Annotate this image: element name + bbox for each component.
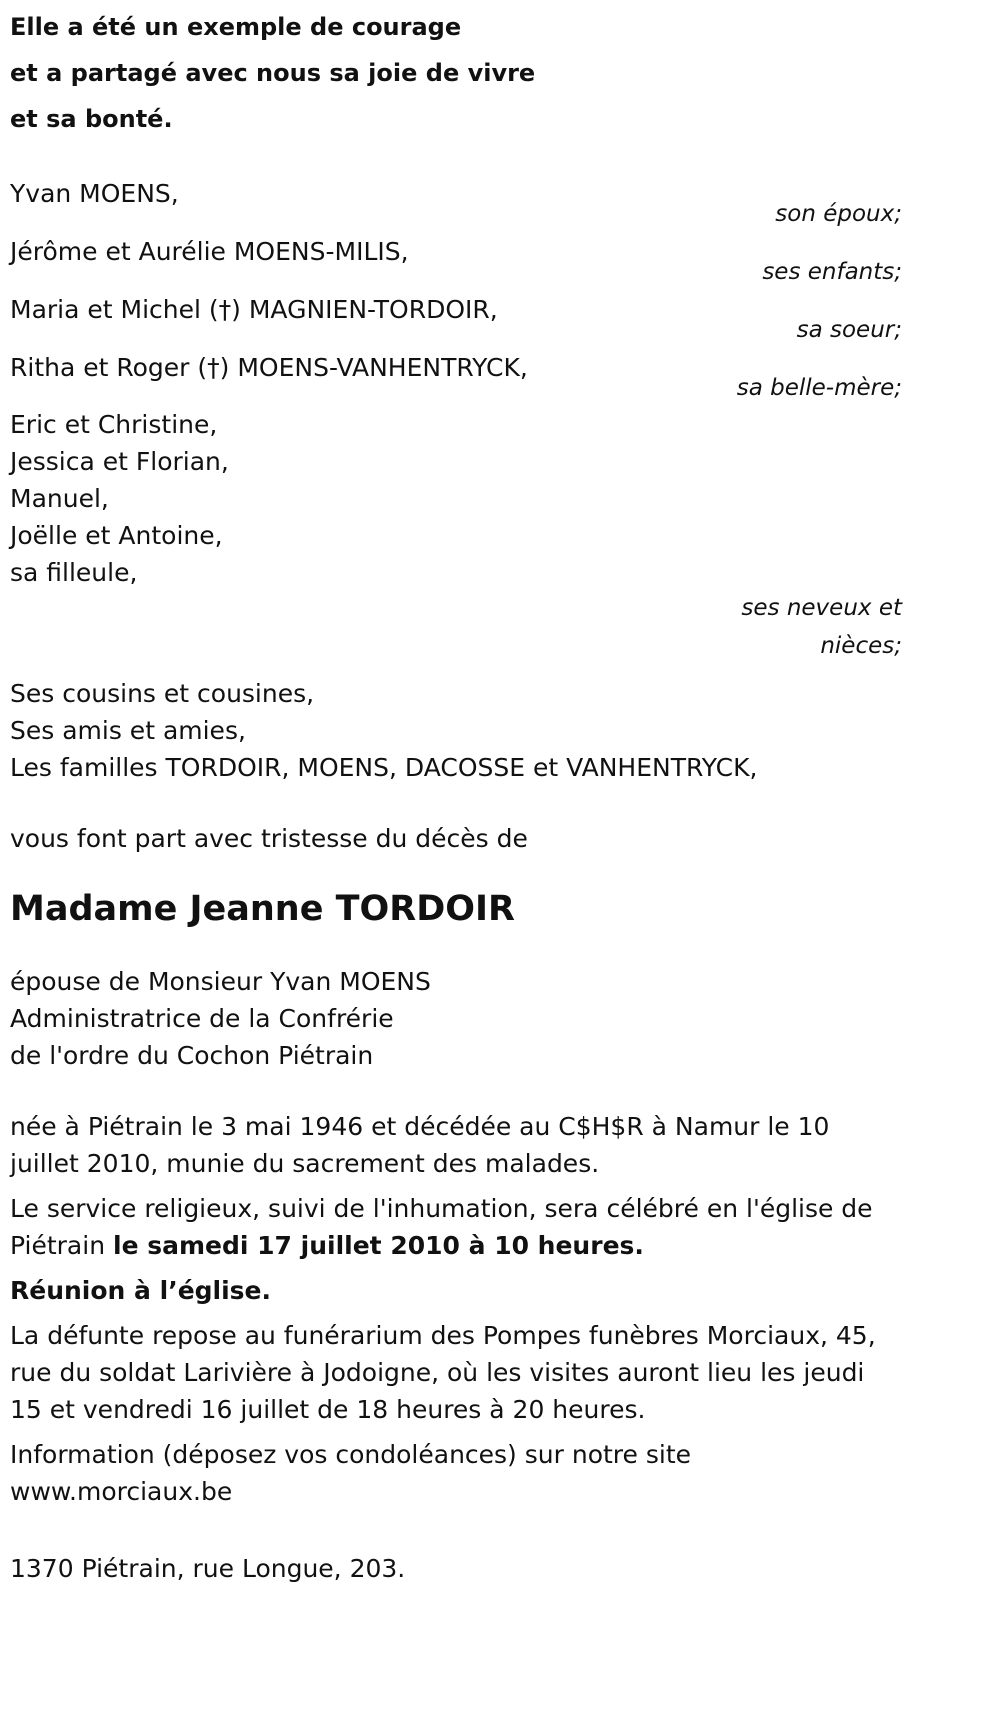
verse (10, 4, 902, 142)
deceased-titles (10, 963, 902, 1074)
family-entry-mother-in-law (10, 348, 902, 406)
title-line: de l'ordre du Cochon Piétrain (10, 1041, 374, 1070)
title-line: épouse de Monsieur Yvan MOENS (10, 967, 431, 996)
title-line: Administratrice de la Confrérie (10, 1004, 394, 1033)
others-line: Les familles TORDOIR, MOENS, DACOSSE et VANHENTRYCK, (10, 753, 758, 782)
reunion-note: Réunion à l’église. (10, 1276, 272, 1305)
info-paragraph (10, 1436, 902, 1510)
family-name: Yvan MOENS, (10, 179, 179, 208)
obituary-document (10, 0, 902, 1587)
service-text: Le service religieux, suivi de l'inhumation, sera célébré en l'église de Piétrain (10, 1194, 873, 1260)
service-date: le samedi 17 juillet 2010 à 10 heures. (113, 1231, 644, 1260)
info-text: Information (déposez vos condoléances) sur notre site (10, 1440, 692, 1469)
nephews-nieces-list (10, 406, 902, 665)
family-role: son époux; (775, 201, 902, 227)
nephew-name: Manuel, (10, 484, 109, 513)
family-role: sa belle-mère; (736, 375, 902, 401)
deceased-name: Madame Jeanne TORDOIR (10, 889, 516, 929)
family-name: Ritha et Roger (†) MOENS-VANHENTRYCK, (10, 353, 528, 382)
others-line: Ses amis et amies, (10, 716, 246, 745)
funerarium-paragraph: La défunte repose au funérarium des Pompes funèbres Morciaux, 45, rue du soldat Larivière à Jodoigne, où les visites auront lieu les jeudi 15 et vendredi 16 juillet de 18 heures à 20 heures. (10, 1321, 876, 1424)
others-line: Ses cousins et cousines, (10, 679, 315, 708)
others-list (10, 675, 902, 786)
family-role: ses enfants; (762, 259, 902, 285)
website-link[interactable]: www.morciaux.be (10, 1477, 233, 1506)
nephews-role (10, 589, 902, 665)
service-paragraph (10, 1190, 902, 1264)
announcement: vous font part avec tristesse du décès de (10, 824, 528, 853)
nephew-name: Joëlle et Antoine, (10, 521, 223, 550)
family-entry-spouse (10, 174, 902, 232)
verse-line: et a partagé avec nous sa joie de vivre (10, 59, 536, 87)
verse-line: Elle a été un exemple de courage (10, 13, 462, 41)
nephew-name: Eric et Christine, (10, 410, 218, 439)
nephews-role-line: ses neveux et (741, 595, 902, 621)
family-role: sa soeur; (796, 317, 902, 343)
family-name: Jérôme et Aurélie MOENS-MILIS, (10, 237, 409, 266)
family-name: Maria et Michel (†) MAGNIEN-TORDOIR, (10, 295, 498, 324)
birth-death-paragraph: née à Piétrain le 3 mai 1946 et décédée au C$H$R à Namur le 10 juillet 2010, munie du sacrement des malades. (10, 1112, 830, 1178)
family-entry-sister (10, 290, 902, 348)
address: 1370 Piétrain, rue Longue, 203. (10, 1554, 406, 1583)
nephew-name: Jessica et Florian, (10, 447, 229, 476)
verse-line: et sa bonté. (10, 105, 173, 133)
nephews-role-line: nièces; (820, 633, 902, 659)
nephew-name: sa filleule, (10, 558, 138, 587)
family-entry-children (10, 232, 902, 290)
